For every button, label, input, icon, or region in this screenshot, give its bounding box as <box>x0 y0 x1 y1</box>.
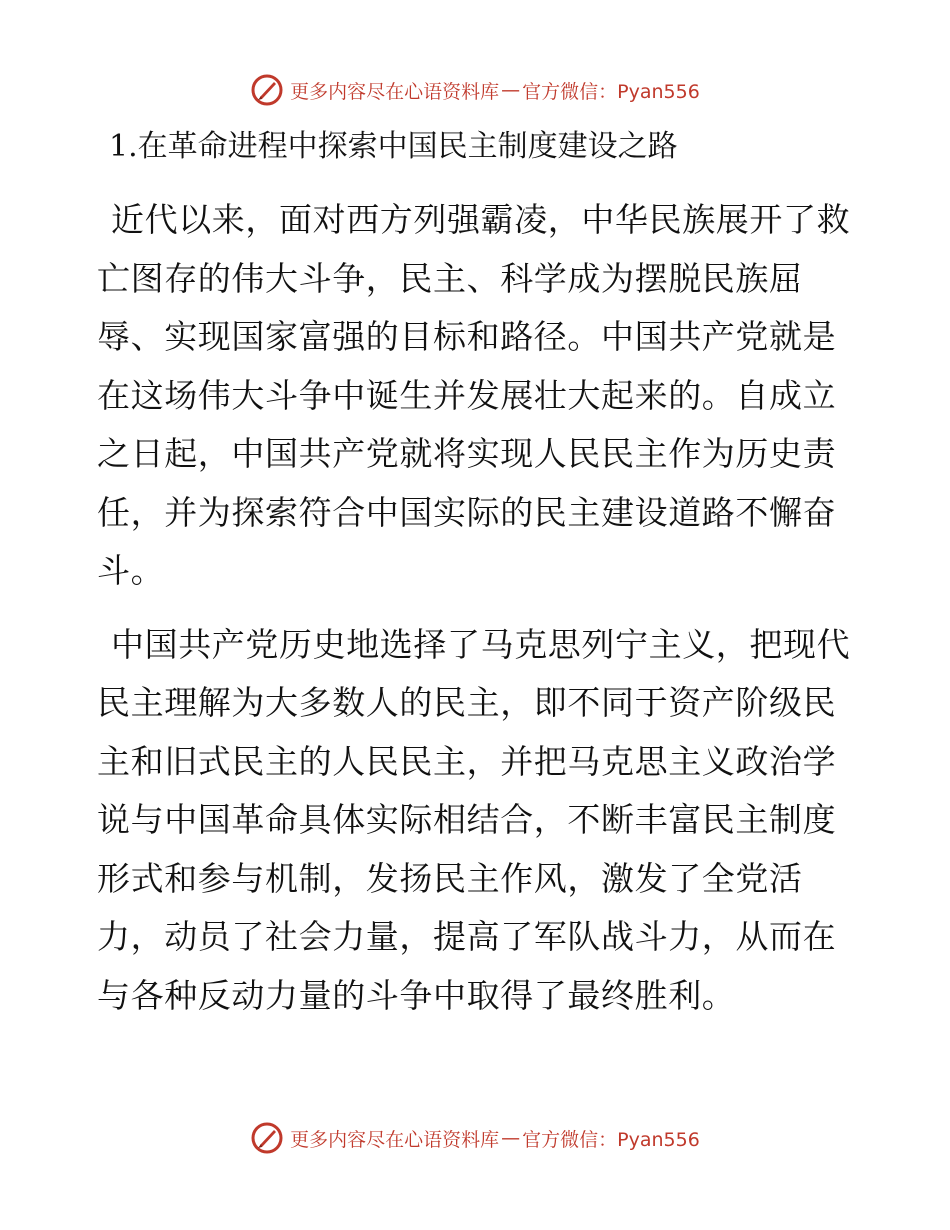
quill-pen-logo-icon <box>250 1121 284 1155</box>
paragraph-2: 中国共产党历史地选择了马克思列宁主义，把现代民主理解为大多数人的民主，即不同于资产阶级民主和旧式民主的人民民主，并把马克思主义政治学说与中国革命具体实际相结合，不断丰富民主制度形式和参与机制，发扬民主作风，激发了全党活力，动员了社会力量，提高了军队战斗力，从而在与各种反动力量的斗争中取得了最终胜利。 <box>97 624 851 1015</box>
quill-pen-logo-icon <box>250 73 284 107</box>
watermark-wechat-text: 官方微信：Pyan556 <box>522 1128 700 1151</box>
watermark-brand-text: 更多内容尽在心语资料库 <box>290 1128 500 1151</box>
section-heading: 1.在革命进程中探索中国民主制度建设之路 <box>109 129 678 164</box>
paragraph-1: 近代以来，面对西方列强霸凌，中华民族展开了救亡图存的伟大斗争，民主、科学成为摆脱民族屈辱、实现国家富强的目标和路径。中国共产党就是在这场伟大斗争中诞生并发展壮大起来的。自成立之日起，中国共产党就将实现人民民主作为历史责任，并为探索符合中国实际的民主建设道路不懈奋斗。 <box>97 200 851 590</box>
footer-watermark <box>0 1118 950 1158</box>
watermark-separator: — <box>501 79 521 101</box>
watermark-separator: — <box>501 1127 521 1149</box>
watermark-brand-text: 更多内容尽在心语资料库 <box>290 80 500 103</box>
document-body <box>97 118 857 1025</box>
watermark-wechat-text: 官方微信：Pyan556 <box>522 80 700 103</box>
header-watermark <box>0 70 950 110</box>
